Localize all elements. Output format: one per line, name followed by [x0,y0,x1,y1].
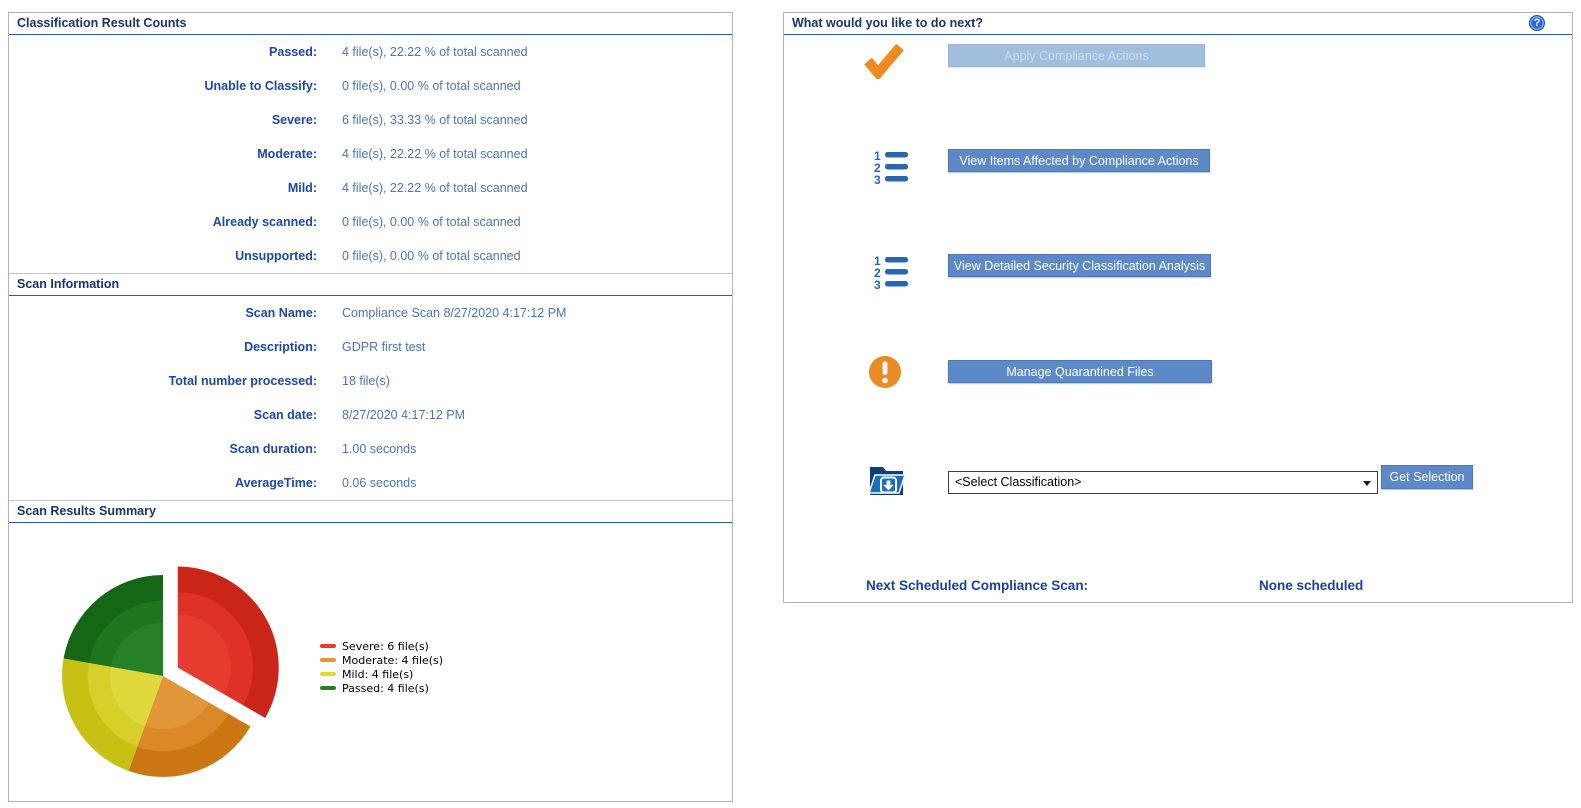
legend-swatch [320,658,336,662]
classification-counts [9,35,732,274]
stat-label: Mild: [287,181,317,195]
legend-label: Mild: 4 file(s) [342,667,414,681]
view-items-affected-button[interactable]: View Items Affected by Compliance Actions [948,149,1210,172]
stat-value: 6 file(s), 33.33 % of total scanned [342,113,528,127]
legend-item [320,653,443,667]
stat-label: AverageTime: [235,476,317,490]
folder-download-icon [868,463,906,502]
checkmark-icon [864,43,904,84]
legend-label: Severe: 6 file(s) [342,639,429,653]
stat-value: 18 file(s) [342,374,390,388]
stat-row [9,137,732,171]
stat-value: 4 file(s), 22.22 % of total scanned [342,45,528,59]
stat-label: Scan duration: [229,442,317,456]
stat-row [9,364,732,398]
svg-text:3: 3 [874,173,881,186]
stat-value: 0.06 seconds [342,476,417,490]
svg-text:1: 1 [874,149,881,163]
stat-row [9,239,732,273]
stat-row [9,103,732,137]
stat-label: Scan Name: [245,306,317,320]
stat-value: GDPR first test [342,340,426,354]
apply-compliance-actions-button[interactable]: Apply Compliance Actions [948,44,1205,67]
next-actions-title: What would you like to do next? [784,13,1572,35]
section-title-scan-info: Scan Information [9,274,732,296]
stat-row [9,35,732,69]
next-scan-label: Next Scheduled Compliance Scan: [866,578,1089,593]
stat-label: Moderate: [257,147,317,161]
stat-value: 0 file(s), 0.00 % of total scanned [342,249,521,263]
view-detailed-analysis-button[interactable]: View Detailed Security Classification Analysis [948,254,1211,277]
pie-legend [320,639,443,695]
svg-text:2: 2 [874,161,881,175]
stat-label: Scan date: [253,408,317,422]
legend-item [320,681,443,695]
stat-value: Compliance Scan 8/27/2020 4:17:12 PM [342,306,567,320]
legend-label: Moderate: 4 file(s) [342,653,444,667]
pie-slice [64,575,163,676]
get-selection-button[interactable]: Get Selection [1381,465,1473,489]
stat-row [9,432,732,466]
stat-value: 0 file(s), 0.00 % of total scanned [342,215,521,229]
section-title-classification: Classification Result Counts [9,13,732,35]
manage-quarantined-files-button[interactable]: Manage Quarantined Files [948,360,1212,383]
legend-swatch [320,672,336,676]
next-actions-panel [783,12,1573,603]
stat-value: 4 file(s), 22.22 % of total scanned [342,147,528,161]
stat-value: 0 file(s), 0.00 % of total scanned [342,79,521,93]
legend-label: Passed: 4 file(s) [342,681,429,695]
help-icon[interactable]: ? [1529,15,1545,31]
stat-label: Passed: [269,45,317,59]
stat-row [9,330,732,364]
warning-icon [868,355,902,394]
section-title-summary: Scan Results Summary [9,501,732,523]
numbered-list-icon [873,148,911,191]
scan-information [9,296,732,501]
stat-label: Already scanned: [212,215,317,229]
svg-text:2: 2 [874,266,881,280]
stat-row [9,69,732,103]
scan-results-chart-area [9,523,732,806]
stat-value: 4 file(s), 22.22 % of total scanned [342,181,528,195]
stat-label: Description: [244,340,317,354]
legend-swatch [320,644,336,648]
stat-row [9,296,732,330]
legend-swatch [320,686,336,690]
next-scan-value: None scheduled [1259,578,1364,593]
legend-item [320,667,443,681]
scan-results-panel [8,12,733,802]
stat-label: Total number processed: [168,374,317,388]
classification-select-value: <Select Classification> [955,475,1082,489]
stat-label: Unsupported: [235,249,317,263]
stat-row [9,171,732,205]
classification-select[interactable] [948,471,1378,494]
legend-item [320,639,443,653]
svg-text:1: 1 [874,254,881,268]
stat-label: Unable to Classify: [204,79,317,93]
stat-row [9,398,732,432]
dropdown-arrow-icon [1363,481,1371,486]
stat-row [9,466,732,500]
numbered-list-icon [873,253,911,296]
stat-value: 8/27/2020 4:17:12 PM [342,408,466,422]
stat-row [9,205,732,239]
stat-value: 1.00 seconds [342,442,417,456]
stat-label: Severe: [271,113,317,127]
svg-text:3: 3 [874,278,881,291]
